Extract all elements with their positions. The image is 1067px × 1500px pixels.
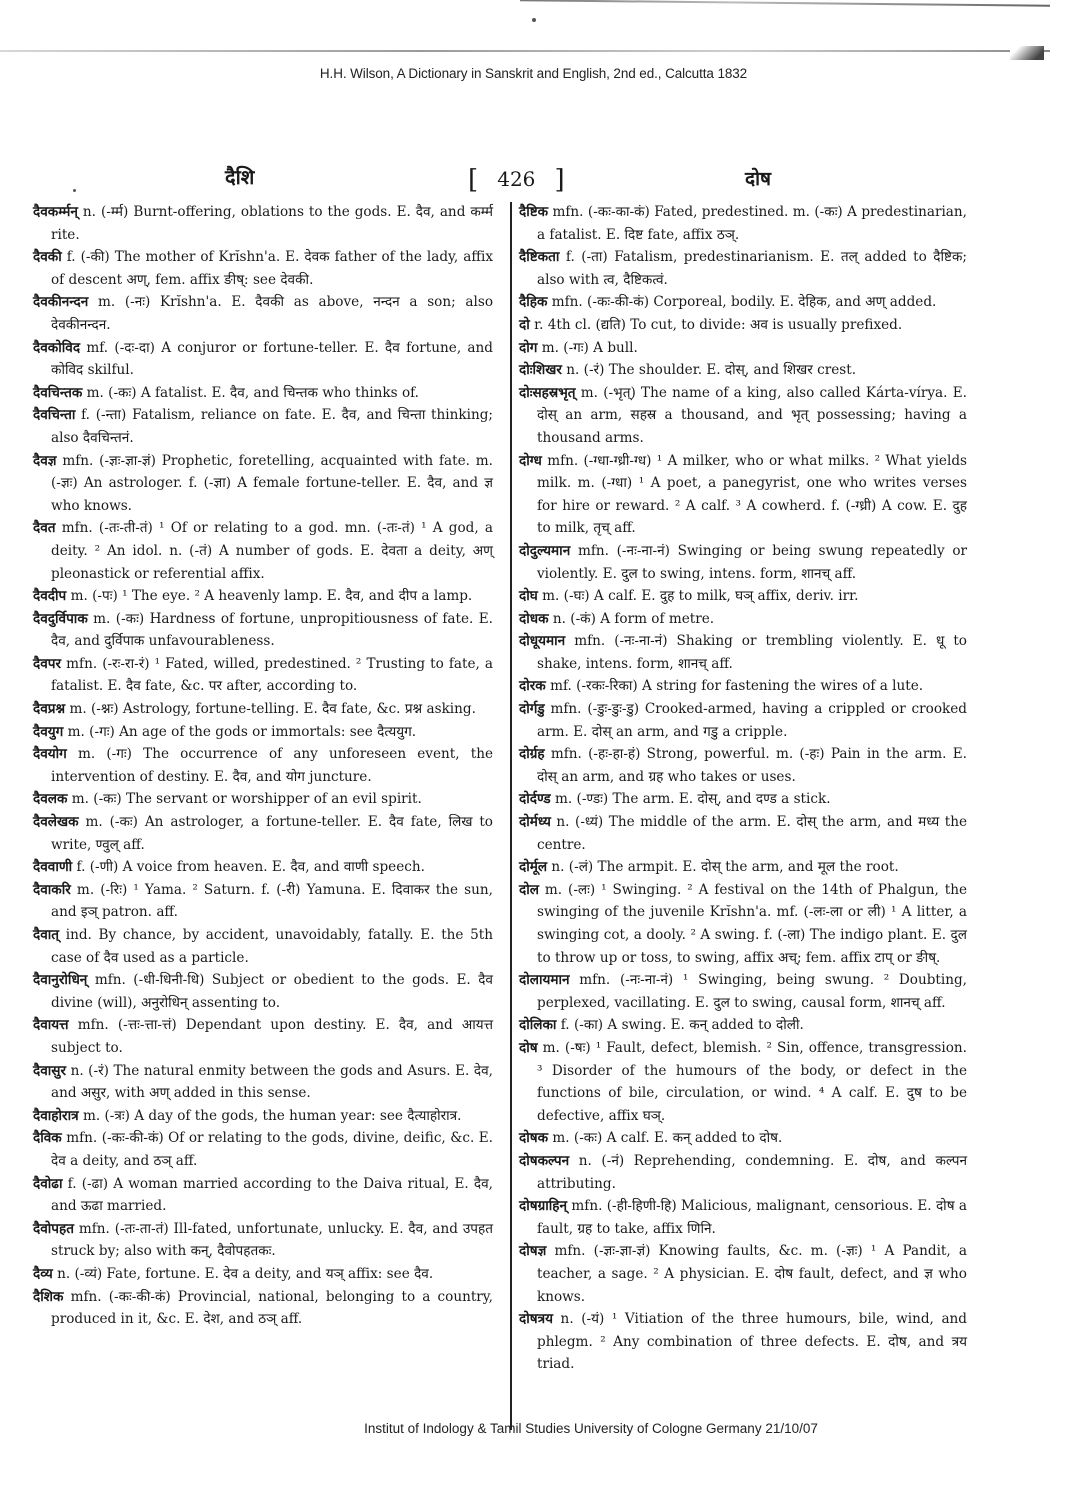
entry-definition: mfn. (-ही-हिणी-हि) Malicious, malignant, censorious. E. दोष a fault, ग्रह to take, affix णिनि.: [537, 1198, 967, 1237]
entry-definition: mfn. (-कः-की-कं) Of or relating to the gods, divine, deific, &c. E. देव a deity, and ठञ् aff.: [51, 1130, 493, 1169]
entry-headword: दोरक: [519, 678, 546, 695]
entry-headword: दैवायत्त: [33, 1017, 69, 1034]
entry-definition: m. (-गः) A bull.: [537, 339, 638, 356]
entry-headword: दोःसहस्रभृत्: [519, 384, 576, 401]
entry-headword: दोषत्रय: [519, 1311, 553, 1328]
dictionary-entry: [519, 1127, 967, 1150]
entry-definition: m. (-कः) An astrologer, a fortune-teller. E. दैव fate, लिख to write, ण्वुल् aff.: [51, 814, 493, 853]
dictionary-entry: [33, 517, 493, 585]
page-number: [468, 163, 565, 193]
entry-headword: दैव्य: [33, 1265, 53, 1282]
entry-headword: दोर्ग्रह: [519, 746, 545, 763]
dictionary-entry: [519, 450, 967, 540]
entry-definition: m. (-नः) Krĭshn'a. E. दैवकी as above, नन्दन a son; also देवकीनन्दन.: [51, 294, 493, 333]
entry-headword: दोःशिखर: [519, 362, 562, 379]
entry-definition: mfn. (-धी-धिनी-धि) Subject or obedient to the gods. E. दैव divine (will), अनुरोधिन् assenting to.: [51, 972, 493, 1011]
entry-definition: f. (-का) A swing. E. कन् added to दोली.: [556, 1017, 804, 1034]
bracket-close: ]: [554, 165, 565, 195]
dictionary-entry: [519, 1195, 967, 1240]
entry-headword: दैवाहोरात्र: [33, 1107, 79, 1124]
dictionary-entry: [519, 788, 967, 811]
dictionary-entry: [33, 969, 493, 1014]
entry-headword: दोधूयमान: [519, 633, 566, 650]
entry-definition: mf. (-रकः-रिका) A string for fastening the wires of a lute.: [545, 678, 924, 695]
entry-definition: mfn. (-डुः-डुः-डु) Crooked-armed, having a crippled or crooked arm. E. दोस् an arm, and गडु a cripple.: [537, 701, 967, 740]
dictionary-entry: [33, 1105, 493, 1128]
entry-headword: दैवज्ञ: [33, 452, 57, 469]
dictionary-entry: [519, 698, 967, 743]
dictionary-entry: [33, 653, 493, 698]
footer-credit: Institut of Indology & Tamil Studies University of Cologne Germany 21/10/07: [364, 1421, 818, 1436]
dictionary-entry: [33, 450, 493, 518]
entry-headword: दैवलेखक: [33, 814, 79, 831]
dictionary-entry: [33, 1263, 493, 1286]
entry-headword: दैवपर: [33, 655, 62, 672]
entry-definition: m. (-कः) A fatalist. E. दैव, and चिन्तक who thinks of.: [82, 384, 420, 401]
dictionary-entry: [33, 1218, 493, 1263]
dictionary-entry: [519, 811, 967, 856]
dictionary-entry: [33, 1060, 493, 1105]
entry-definition: m. (-कः) The servant or worshipper of an evil spirit.: [67, 791, 422, 808]
entry-headword: दोर्मूल: [519, 859, 548, 876]
entry-definition: n. (-र्म्म) Burnt-offering, oblations to the gods. E. दैव, and कर्म्म rite.: [51, 204, 493, 243]
dictionary-entry: [519, 246, 967, 291]
entry-definition: m. (-ण्डः) The arm. E. दोस्, and दण्ड a stick.: [550, 791, 831, 808]
entry-headword: दैवकोविद: [33, 339, 81, 356]
entry-definition: m. (-कः) A calf. E. कन् added to दोष.: [548, 1130, 783, 1147]
dictionary-entry: [33, 1127, 493, 1172]
entry-headword: दोषज्ञ: [519, 1243, 547, 1260]
entry-headword: दैवानुरोधिन्: [33, 972, 88, 989]
entry-definition: r. 4th cl. (द्यति) To cut, to divide: अव is usually prefixed.: [529, 316, 903, 333]
entry-headword: दोषकल्पन: [519, 1152, 570, 1169]
entry-definition: mfn. (-कः-का-कं) Fated, predestined. m. (-कः) A predestinarian, a fatalist. E. दिष्ट fate, affix ठञ्.: [537, 204, 967, 243]
dictionary-entry: [33, 382, 493, 405]
entry-definition: f. (-णी) A voice from heaven. E. दैव, and वाणी speech.: [72, 859, 425, 876]
entry-definition: f. (-ता) Fatalism, predestinarianism. E. तल् added to दैष्टिक; also with त्व, दैष्टिकत्वं.: [537, 249, 967, 288]
dictionary-entry: [519, 540, 967, 585]
running-head: [0, 163, 1067, 193]
entry-headword: दैवकर्म्मन्: [33, 204, 78, 220]
entry-headword: दैहिक: [519, 294, 548, 311]
dictionary-entry: [33, 246, 493, 291]
entry-headword: दैवासुर: [33, 1062, 67, 1079]
entry-definition: m. (-रिः) ¹ Yama. ² Saturn. f. (-री) Yamuna. E. दिवाकर the sun, and इञ् patron. aff.: [51, 881, 493, 921]
entry-headword: दोदुल्यमान: [519, 542, 571, 559]
running-head-last-word: दोष: [745, 168, 771, 190]
entry-headword: दैष्टिकता: [519, 249, 560, 266]
dictionary-entry: [33, 1014, 493, 1059]
running-head-first-word: दैशि: [225, 165, 255, 189]
dictionary-entry: [519, 856, 967, 879]
entry-definition: mfn. (-ज्ञः-ज्ञा-ज्ञं) Knowing faults, &c. m. (-ज्ञः) ¹ A Pandit, a teacher, a sage. ² A physician. E. दोष fault, defect, and ज्ञ who knows.: [537, 1243, 967, 1305]
dictionary-entry: [519, 1014, 967, 1037]
dictionary-entry: [33, 608, 493, 653]
dictionary-entry: [33, 856, 493, 879]
dictionary-entry: [33, 404, 493, 449]
dictionary-entry: [33, 924, 493, 969]
entry-definition: mfn. (-कः-की-कं) Provincial, national, belonging to a country, produced in it, &c. E. देश, and ठञ् aff.: [51, 1288, 493, 1328]
dictionary-entry: [519, 337, 967, 360]
entry-headword: दोष: [519, 1039, 538, 1056]
dictionary-entry: [519, 291, 967, 314]
entry-headword: दैवोपहत: [33, 1220, 74, 1237]
entry-headword: दोर्गडु: [519, 701, 545, 718]
dictionary-entry: [519, 675, 967, 698]
dictionary-entry: [33, 1173, 493, 1218]
entry-headword: दोलायमान: [519, 972, 570, 989]
dictionary-entry: [519, 630, 967, 675]
dictionary-entry: [33, 743, 493, 788]
entry-headword: दैवयुग: [33, 723, 64, 740]
entry-definition: n. (-ध्यं) The middle of the arm. E. दोस् the arm, and मध्य the centre.: [537, 814, 967, 853]
entry-definition: n. (-व्यं) Fate, fortune. E. देव a deity, and यञ् affix: see दैव.: [52, 1265, 434, 1282]
entry-definition: m. (-त्रः) A day of the gods, the human year: see दैत्याहोरात्र.: [78, 1107, 462, 1124]
entry-definition: n. (-यं) ¹ Vitiation of the three humours, bile, wind, and phlegm. ² Any combination of three defects. E. दोष, and त्रय triad.: [537, 1311, 967, 1373]
scan-speck: [73, 189, 76, 192]
entry-definition: m. (-गः) An age of the gods or immortals: see दैत्ययुग.: [63, 723, 417, 740]
entry-definition: n. (-रं) The shoulder. E. दोस्, and शिखर crest.: [561, 362, 857, 379]
entry-headword: दोल: [519, 881, 539, 898]
bracket-open: [: [468, 165, 479, 195]
entry-definition: ind. By chance, by accident, unavoidably, fatally. E. the 5th case of दैव used as a particle.: [51, 927, 493, 966]
entry-headword: दैविक: [33, 1130, 62, 1147]
entry-definition: m. (-भृत्) The name of a king, also called Kárta-vírya. E. दोस् an arm, सहस्र a thousand, and भृत् possessing; having a thousand arms.: [537, 384, 967, 446]
entry-headword: दोषग्राहिन्: [519, 1198, 568, 1215]
entry-headword: दैवत: [33, 520, 56, 537]
entry-headword: दैवोढा: [33, 1175, 63, 1192]
entry-headword: दैशिक: [33, 1288, 64, 1305]
dictionary-entry: [519, 382, 967, 450]
entry-definition: m. (-कः) Hardness of fortune, unpropitiousness of fate. E. दैव, and दुर्विपाक unfavourableness.: [51, 610, 493, 650]
entry-definition: mf. (-दः-दा) A conjuror or fortune-teller. E. दैव fortune, and कोविद skilful.: [51, 339, 493, 379]
left-column: [33, 201, 493, 1331]
entry-headword: दैवलक: [33, 791, 68, 808]
entry-definition: m. (-पः) ¹ The eye. ² A heavenly lamp. E. दैव, and दीप a lamp.: [66, 588, 473, 605]
entry-headword: दैवाकरि: [33, 881, 71, 898]
column-divider: [510, 202, 512, 1430]
dictionary-entry: [519, 201, 967, 246]
entry-headword: दैवचिन्तक: [33, 384, 83, 401]
entry-headword: दैवचिन्ता: [33, 407, 76, 424]
scan-corner-shadow: [1010, 46, 1044, 60]
right-column: [519, 201, 967, 1376]
entry-definition: f. (-न्ता) Fatalism, reliance on fate. E. दैव, and चिन्ता thinking; also दैवचिन्तनं.: [51, 407, 493, 446]
source-header: H.H. Wilson, A Dictionary in Sanskrit and English, 2nd ed., Calcutta 1832: [319, 66, 748, 81]
dictionary-entry: [33, 698, 493, 721]
entry-headword: दोर्मध्य: [519, 814, 551, 831]
dictionary-entry: [33, 879, 493, 924]
dictionary-entry: [519, 743, 967, 788]
entry-definition: mfn. (-तः-ता-तं) Ill-fated, unfortunate, unlucky. E. दैव, and उपहत struck by; also with कन्, दैवोपहतकः.: [51, 1220, 493, 1260]
dictionary-entry: [519, 1150, 967, 1195]
entry-definition: mfn. (-नः-ना-नं) Shaking or trembling violently. E. धू to shake, intens. form, शानच् aff.: [537, 633, 967, 672]
dictionary-entry: [33, 811, 493, 856]
entry-definition: mfn. (-ज्ञः-ज्ञा-ज्ञं) Prophetic, foretelling, acquainted with fate. m. (-ज्ञः) An astrologer. f. (-ज्ञा) A female fortune-teller. E. दैव, and ज्ञ who knows.: [51, 452, 493, 514]
dictionary-entry: [519, 1308, 967, 1376]
entry-definition: mfn. (-तः-ती-तं) ¹ Of or relating to a god. mn. (-तः-तं) ¹ A god, a deity. ² An idol. n. (-तं) A number of gods. E. देवता a deity, अण् pleonastick or referential affix.: [51, 520, 493, 582]
dictionary-entry: [519, 314, 967, 337]
entry-headword: दैववाणी: [33, 859, 73, 876]
entry-headword: दोलिका: [519, 1017, 557, 1034]
entry-headword: दो: [519, 316, 530, 333]
entry-definition: n. (-लं) The armpit. E. दोस् the arm, and मूल the root.: [547, 859, 899, 876]
dictionary-entry: [519, 879, 967, 969]
entry-definition: m. (-घः) A calf. E. दुह to milk, घञ् affix, deriv. irr.: [537, 588, 859, 605]
entry-headword: दोग्ध: [519, 452, 542, 469]
scan-edge-mark: [0, 50, 1050, 52]
dictionary-entry: [519, 969, 967, 1014]
entry-definition: mfn. (-हः-हा-हं) Strong, powerful. m. (-हः) Pain in the arm. E. दोस् an arm, and ग्रह who takes or uses.: [537, 746, 967, 785]
dictionary-entry: [519, 585, 967, 608]
page-number-value: 426: [497, 167, 536, 191]
dictionary-entry: [519, 1240, 967, 1308]
entry-definition: mfn. (-कः-की-कं) Corporeal, bodily. E. देहिक, and अण् added.: [547, 294, 937, 311]
dictionary-entry: [519, 359, 967, 382]
entry-headword: दैवकीनन्दन: [33, 294, 89, 311]
entry-headword: दोग: [519, 339, 538, 356]
entry-definition: m. (-श्नः) Astrology, fortune-telling. E. दैव fate, &c. प्रश्न asking.: [65, 701, 476, 718]
entry-headword: दैवदीप: [33, 588, 67, 605]
entry-definition: f. (-की) The mother of Krĭshn'a. E. देवक father of the lady, affix of descent अण्, fem. affix ङीष्: see देवकी.: [51, 249, 493, 288]
dictionary-entry: [33, 1286, 493, 1331]
entry-definition: mfn. (-ग्धा-ग्ध्री-ग्ध) ¹ A milker, who or what milks. ² What yields milk. m. (-ग्धा) ¹ A poet, a panegyrist, one who writes verses for hire or reward. ² A calf. ³ A cowherd. f. (-ग्ध्री) A cow. E. दुह to milk, तृच् aff.: [537, 452, 967, 537]
entry-headword: दैवयोग: [33, 746, 67, 763]
scan-speck: [532, 18, 536, 22]
dictionary-entry: [33, 721, 493, 744]
dictionary-entry: [33, 201, 493, 246]
entry-headword: दोधक: [519, 610, 549, 627]
entry-headword: दोर्दण्ड: [519, 791, 551, 808]
entry-definition: mfn. (-नः-ना-नं) Swinging or being swung repeatedly or violently. E. दुल to swing, intens. form, शानच् aff.: [537, 542, 967, 582]
entry-definition: mfn. (-रः-रा-रं) ¹ Fated, willed, predestined. ² Trusting to fate, a fatalist. E. दैव fate, &c. पर after, according to.: [51, 655, 493, 695]
dictionary-entry: [33, 788, 493, 811]
entry-headword: दैष्टिक: [519, 204, 549, 220]
entry-definition: m. (-षः) ¹ Fault, defect, blemish. ² Sin, offence, transgression. ³ Disorder of the humours of the body, or defect in the functions of bile, circulation, or wind. ⁴ A calf. E. दुष to be defective, affix घञ्.: [537, 1039, 967, 1124]
entry-definition: f. (-ढा) A woman married according to the Daiva ritual, E. दैव, and ऊढा married.: [51, 1175, 493, 1215]
entry-definition: mfn. (-नः-ना-नं) ¹ Swinging, being swung. ² Doubting, perplexed, vacillating. E. दुल to swing, causal form, शानच् aff.: [537, 972, 967, 1011]
entry-headword: दैवात्: [33, 927, 60, 943]
dictionary-entry: [33, 585, 493, 608]
dictionary-entry: [519, 1037, 967, 1127]
entry-definition: m. (-गः) The occurrence of any unforeseen event, the intervention of destiny. E. दैव, and योग juncture.: [51, 746, 493, 785]
scan-edge-mark: [520, 0, 1050, 7]
entry-headword: दैवकी: [33, 249, 62, 266]
dictionary-entry: [33, 337, 493, 382]
entry-definition: n. (-कं) A form of metre.: [548, 610, 715, 627]
entry-headword: दैवप्रश्न: [33, 701, 66, 718]
entry-definition: m. (-लः) ¹ Swinging. ² A festival on the 14th of Phalgun, the swinging of the juvenile Krĭshn'a. mf. (-लः-ला or ली) ¹ A litter, a swinging cot, a dooly. ² A swing. f. (-ला) The indigo plant. E. दुल to throw up or toss, to swing, affix अच्; fem. affix टाप् or ङीष्.: [537, 881, 967, 966]
entry-headword: दोघ: [519, 588, 538, 605]
entry-headword: दैवदुर्विपाक: [33, 610, 88, 627]
entry-definition: mfn. (-त्तः-त्ता-त्तं) Dependant upon destiny. E. दैव, and आयत्त subject to.: [51, 1017, 493, 1056]
entry-definition: n. (-रं) The natural enmity between the gods and Asurs. E. देव, and असुर, with अण् added in this sense.: [51, 1062, 493, 1102]
dictionary-entry: [519, 608, 967, 631]
entry-headword: दोषक: [519, 1130, 549, 1147]
dictionary-entry: [33, 291, 493, 336]
entry-definition: n. (-नं) Reprehending, condemning. E. दोष, and कल्पन attributing.: [537, 1152, 967, 1192]
